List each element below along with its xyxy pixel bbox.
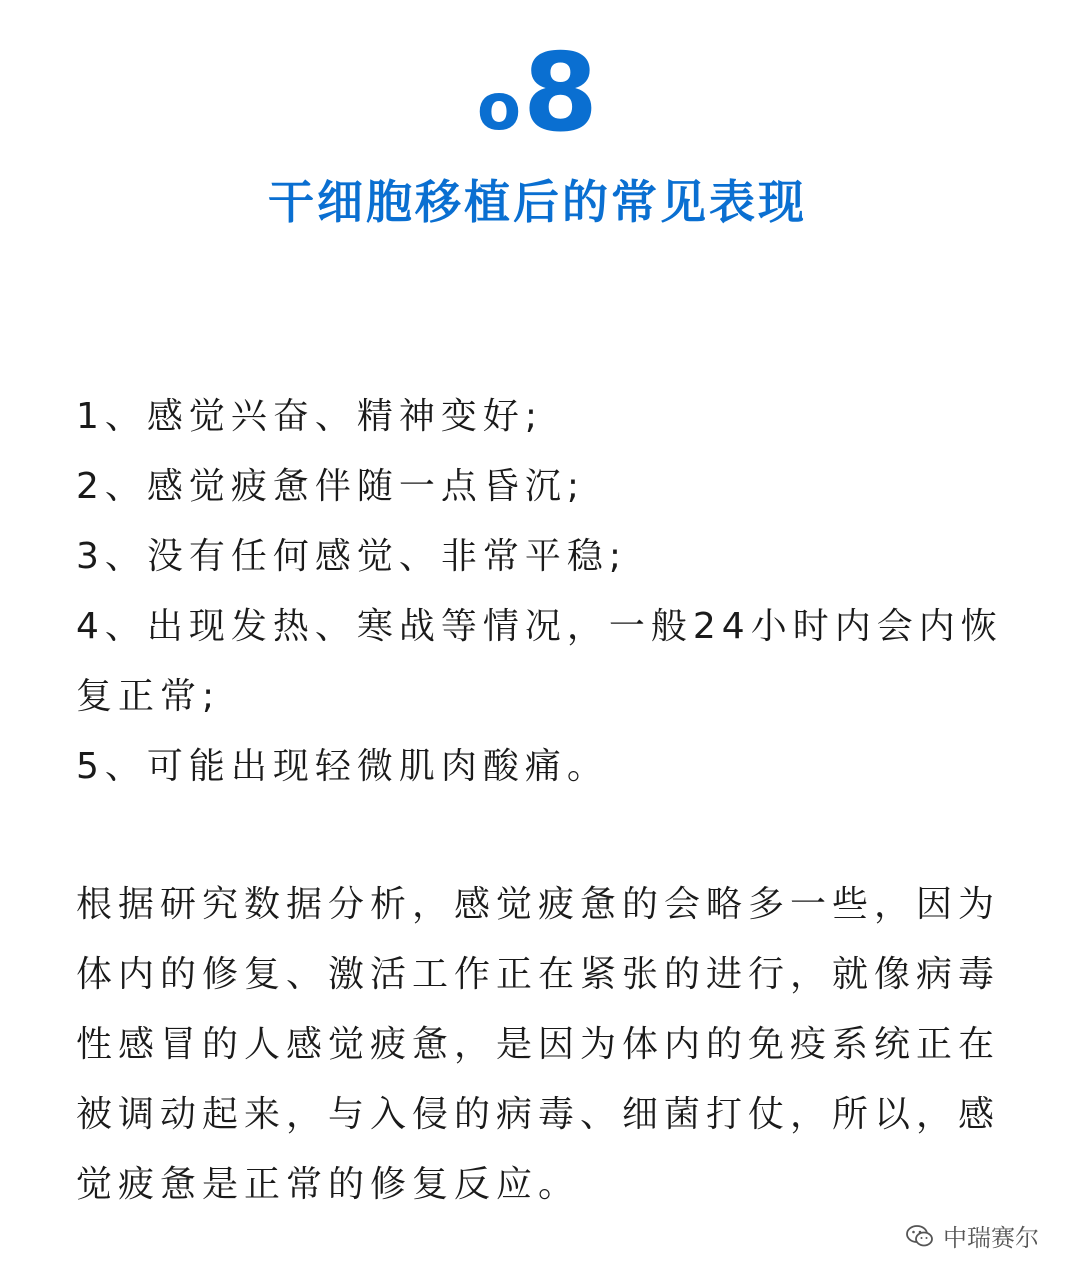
section-number-digit: 8	[522, 31, 599, 156]
section-number	[476, 31, 599, 156]
symptom-list	[76, 382, 1006, 802]
watermark	[905, 1218, 1039, 1253]
section-title: 干细胞移植后的常见表现	[268, 175, 807, 229]
list-item: 2、感觉疲惫伴随一点昏沉;	[76, 466, 586, 507]
section-number-prefix: o	[476, 71, 521, 145]
explanation-paragraph: 根据研究数据分析，感觉疲惫的会略多一些，因为体内的修复、激活工作正在紧张的进行，就像病毒性感冒的人感觉疲惫，是因为体内的免疫系统正在被调动起来，与入侵的病毒、细菌打仗，所以，感觉疲惫是正常的修复反应。	[76, 884, 1001, 1205]
list-item: 1、感觉兴奋、精神变好;	[76, 396, 544, 437]
wechat-icon	[905, 1221, 935, 1251]
section-header	[0, 31, 1075, 232]
list-item: 4、出现发热、寒战等情况，一般24小时内会内恢复正常;	[76, 606, 1003, 717]
list-item: 5、可能出现轻微肌肉酸痛。	[76, 746, 609, 787]
watermark-text: 中瑞赛尔	[943, 1224, 1039, 1252]
list-item: 3、没有任何感觉、非常平稳;	[76, 536, 628, 577]
